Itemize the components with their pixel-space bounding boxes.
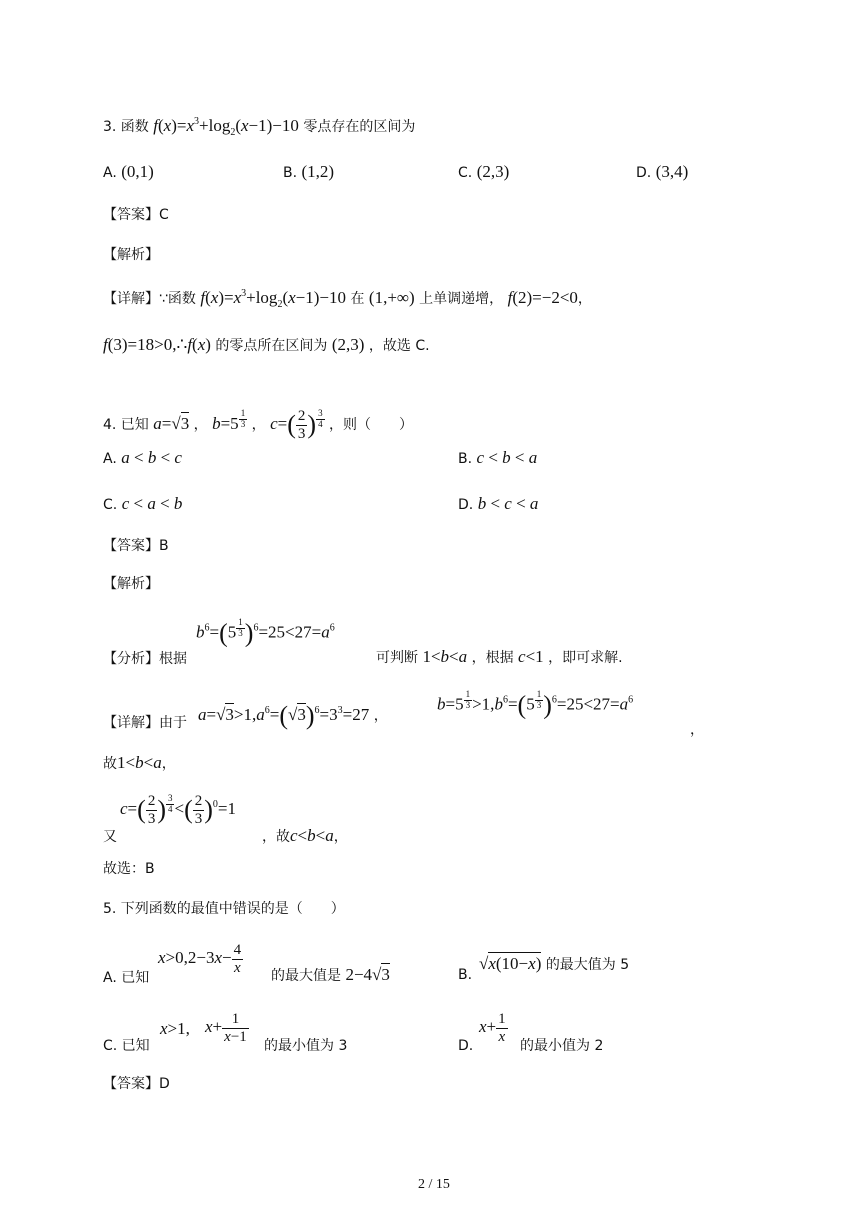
detail-text: 上单调递增， xyxy=(419,291,504,307)
option-label: B. xyxy=(458,967,473,983)
q4-gu-line: 故1<b<a， xyxy=(103,753,176,772)
q4-number: 4. 已知 xyxy=(103,417,149,433)
q4-option-a: A. a < b < c xyxy=(103,448,182,467)
detail-prefix: 【详解】∵函数 xyxy=(103,291,196,307)
q4-detail-formula-a: $a=√3>1,a^6=(√3)^6=3^3=27$ ， xyxy=(198,701,388,730)
option-label: A. xyxy=(103,165,117,181)
separator: ， xyxy=(373,708,388,724)
q4-answer: 【答案】B xyxy=(103,538,169,554)
detail-text: 在 xyxy=(350,291,365,307)
q3-formula: $f(x)=x^3+\log_2(x-1)-10$ xyxy=(153,116,299,138)
q3-option-b xyxy=(283,163,334,180)
separator: ， xyxy=(251,417,266,433)
option-label: D. xyxy=(636,165,652,181)
fenxi-text: ，即可求解. xyxy=(548,650,623,666)
q5-option-a-prefix: A. 已知 xyxy=(103,970,150,986)
q4-detail-formula-b: b=5 $^{\frac{1}{3}}$ $>1,b^6=(5$ $^{\frac{1}{3}}$ )$^6=25<27=a^6$ xyxy=(437,689,634,720)
q5-stem: 5. 下列函数的最值中错误的是（ ） xyxy=(103,901,345,917)
detail-prefix: 【详解】由于 xyxy=(103,715,187,731)
q4-choose: 故选：B xyxy=(103,861,155,877)
option-value: (3,4) xyxy=(655,162,689,181)
option-value: (2,3) xyxy=(476,162,510,181)
option-label: B. xyxy=(283,165,298,181)
you-text: ，故 xyxy=(262,829,290,845)
option-label: C. xyxy=(458,165,473,181)
q4-fenxi-text xyxy=(103,652,187,666)
q5-option-b xyxy=(458,968,472,982)
q4-fenxi-formula: $b^6=(5$ $^{\frac{1}{3}}$ )$^6=25<27=a^6$ xyxy=(196,617,335,648)
q4-detail-comma2: ， xyxy=(690,722,704,738)
q5-option-a-tail: 的最大值是 2−4√3 xyxy=(271,965,390,984)
separator: ， xyxy=(193,417,208,433)
gu-text: 故 xyxy=(103,756,117,772)
q3-option-a xyxy=(103,163,154,180)
option-text: 的最大值为 5 xyxy=(545,957,630,973)
q4-analysis-label: 【解析】 xyxy=(103,576,159,592)
option-value: (0,1) xyxy=(121,162,154,181)
fenxi-prefix: 【分析】根据 xyxy=(103,651,187,667)
q4-stem: 4. 已知 a=√3 ， b=5 $^{\frac{1}{3}}$ ， c=( $\frac{2}{3}$ ) $^{\frac{3}{4}}$ ，则（ ） xyxy=(103,408,414,442)
option-label: B. xyxy=(458,451,473,467)
q4-you-tail: ，故c<b<a， xyxy=(262,826,348,845)
q3-stem-tail: 零点存在的区间为 xyxy=(303,119,416,135)
q4-fenxi-tail: 可判断 1<b<a ，根据 c<1 ，即可求解. xyxy=(376,647,623,666)
fenxi-text: ，根据 xyxy=(471,650,514,666)
q4-you-formula: c=( $\frac{2}{3}$ ) $^{\frac{3}{4}}$ <( $\frac{2}{3}$ )$^0$=1 xyxy=(120,793,237,827)
detail-text: 的零点所在区间为 xyxy=(215,338,328,354)
fenxi-text: 可判断 xyxy=(376,650,418,666)
q3-detail-line1: 【详解】∵函数 $f(x)=x^3+\log_2(x-1)-10$ 在 (1,+∞) 上单调递增， f(2)=−2<0， xyxy=(103,288,592,310)
separator: ， xyxy=(161,756,176,772)
q3-answer: 【答案】C xyxy=(103,207,169,223)
option-value: (1,2) xyxy=(301,162,335,181)
q5-option-c-formula: x>1, xyxy=(160,1019,190,1038)
q3-option-c xyxy=(458,163,509,180)
option-label: C. xyxy=(103,497,118,513)
q5-option-c-formula2: x+ $\frac{1}{x-1}$ xyxy=(205,1011,247,1045)
option-label: D. xyxy=(458,497,474,513)
q3-detail-line2: f(3)=18>0,∴f(x) 的零点所在区间为 (2,3) ，故选 C. xyxy=(103,335,430,354)
q5-option-d-prefix: D. xyxy=(458,1038,474,1054)
separator: ， xyxy=(333,829,348,845)
q5-answer: 【答案】D xyxy=(103,1076,170,1092)
q5-option-c-prefix: C. 已知 xyxy=(103,1038,150,1054)
q5-option-b-formula: √x(10−x) 的最大值为 5 xyxy=(479,954,630,973)
q4-you-label: 又 xyxy=(103,829,117,845)
q4-option-c: C. c < a < b xyxy=(103,494,183,513)
page-number: 2 / 15 xyxy=(418,1177,450,1192)
option-label: A. xyxy=(103,451,117,467)
q3-number: 3. 函数 xyxy=(103,119,149,135)
q5-option-c-tail: 的最小值为 3 xyxy=(264,1038,348,1054)
option-text: 的最大值是 xyxy=(271,968,341,984)
q4-detail-prefix xyxy=(103,716,187,730)
detail-text: ，故选 C. xyxy=(368,338,430,354)
q3-analysis-label: 【解析】 xyxy=(103,247,159,263)
q3-stem xyxy=(103,117,415,138)
q5-option-d-tail: 的最小值为 2 xyxy=(520,1038,604,1054)
q4-option-d: D. b < c < a xyxy=(458,494,539,513)
q4-option-b: B. c < b < a xyxy=(458,448,538,467)
q5-option-d-formula: x+ $\frac{1}{x}$ xyxy=(479,1011,506,1045)
q5-option-a-formula: x>0,2−3x− $\frac{4}{x}$ xyxy=(158,942,242,976)
q3-option-d xyxy=(636,163,688,180)
q4-stem-tail: ，则（ ） xyxy=(329,417,414,433)
